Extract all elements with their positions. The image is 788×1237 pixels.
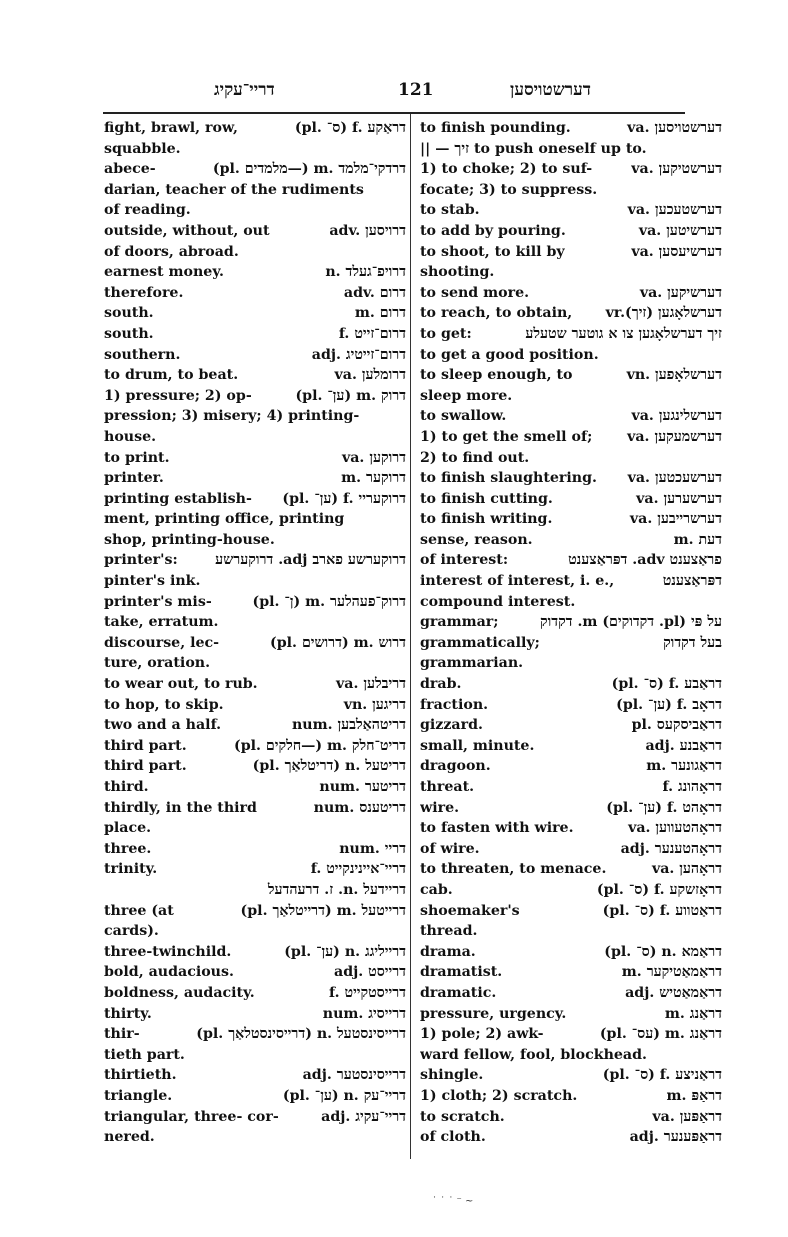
dictionary-line <box>104 942 406 963</box>
dictionary-line <box>420 242 722 263</box>
english-gloss: to hop, to skip. <box>104 696 224 713</box>
running-head-right: דערשטויסען <box>510 80 591 100</box>
english-gloss: fraction. <box>420 696 489 713</box>
dictionary-line <box>104 983 406 1004</box>
dictionary-line <box>104 633 406 654</box>
english-gloss: thirtieth. <box>104 1067 177 1084</box>
yiddish-headword: f. דרייסטקייט <box>329 984 406 1001</box>
dictionary-line <box>420 859 722 880</box>
yiddish-headword: f. דרום־זייט <box>338 325 406 342</box>
dictionary-line <box>104 139 406 160</box>
column-divider <box>410 114 411 1159</box>
yiddish-headword: va. דראָהען <box>651 861 722 878</box>
yiddish-headword: adj. דראָהטענער <box>620 840 722 857</box>
yiddish-headword: va. דערשיקען <box>639 284 722 301</box>
dictionary-line <box>104 839 406 860</box>
english-gloss: south. <box>104 305 154 322</box>
yiddish-headword: פראַצענט adv. דפּראַצענט <box>568 552 722 569</box>
english-gloss: to get a good position. <box>420 346 599 363</box>
dictionary-line <box>420 345 722 366</box>
yiddish-headword: (pl. דריטלאַך) n. דריטעל <box>252 758 406 775</box>
yiddish-headword: (pl. דרייטלאַך) m. דרייטעל <box>240 902 406 919</box>
dictionary-line <box>104 221 406 242</box>
yiddish-headword: בעל דקדוק <box>663 634 722 651</box>
dictionary-line <box>104 180 406 201</box>
yiddish-headword: (pl. ען־) f. דרוקעריי <box>282 490 406 507</box>
english-gloss: south. <box>104 325 154 342</box>
dictionary-line <box>420 550 722 571</box>
english-gloss: squabble. <box>104 140 181 157</box>
english-gloss: 1) to get the smell of; <box>420 428 593 445</box>
english-gloss: trinity. <box>104 861 158 878</box>
dictionary-line <box>420 777 722 798</box>
english-gloss: focate; 3) to suppress. <box>420 181 598 198</box>
dictionary-line <box>420 1004 722 1025</box>
yiddish-headword: (pl. דרושים) m. דרוש <box>270 634 406 651</box>
english-gloss: triangular, three- cor- <box>104 1108 279 1125</box>
yiddish-headword: m. דראַנג <box>664 1005 722 1022</box>
yiddish-headword: pl. דראַביסקעס <box>631 717 722 734</box>
dictionary-line <box>104 386 406 407</box>
dictionary-line <box>420 406 722 427</box>
dictionary-line <box>104 901 406 922</box>
yiddish-headword: דפּראַצענט <box>662 573 722 590</box>
english-gloss: drab. <box>420 676 462 693</box>
english-gloss: pression; 3) misery; 4) printing- <box>104 408 360 425</box>
english-gloss: fight, brawl, row, <box>104 120 238 136</box>
english-gloss: to finish slaughtering. <box>420 470 597 487</box>
yiddish-headword: m. דראַמאַטיקער <box>621 964 722 981</box>
dictionary-line <box>104 1086 406 1107</box>
dictionary-line <box>420 139 722 160</box>
yiddish-headword: va. דערשיטען <box>638 222 722 239</box>
left-column <box>104 118 406 1148</box>
english-gloss: thir- <box>104 1026 140 1043</box>
yiddish-headword: va. דערשטויסען <box>627 120 722 136</box>
page-number: 121 <box>398 80 434 100</box>
english-gloss: nered. <box>104 1129 155 1146</box>
dictionary-line <box>420 489 722 510</box>
dictionary-line <box>420 262 722 283</box>
english-gloss: gizzard. <box>420 717 483 734</box>
dictionary-line <box>104 715 406 736</box>
dictionary-line <box>420 303 722 324</box>
dictionary-line <box>420 200 722 221</box>
dictionary-line <box>104 303 406 324</box>
english-gloss: grammatically; <box>420 634 540 651</box>
english-gloss: dramatist. <box>420 964 503 981</box>
dictionary-line <box>104 406 406 427</box>
english-gloss: printer's mis- <box>104 593 212 610</box>
dictionary-line <box>104 818 406 839</box>
yiddish-headword: vr.(זיך) דערשלאָגען <box>605 305 722 322</box>
english-gloss: shooting. <box>420 264 495 281</box>
running-head-left: דריי־עקיג <box>214 80 275 100</box>
dictionary-line <box>420 674 722 695</box>
dictionary-line <box>420 839 722 860</box>
dictionary-line <box>104 489 406 510</box>
english-gloss: sense, reason. <box>420 531 533 548</box>
english-gloss: to wear out, to rub. <box>104 676 258 693</box>
english-gloss: ture, oration. <box>104 655 211 672</box>
dictionary-line <box>104 509 406 530</box>
dictionary-line <box>420 1127 722 1148</box>
english-gloss: southern. <box>104 346 181 363</box>
english-gloss: third. <box>104 779 149 795</box>
dictionary-line <box>420 468 722 489</box>
yiddish-headword: adj. דראַפּענער <box>629 1129 722 1146</box>
yiddish-headword: adj. דראַבנע <box>645 737 722 754</box>
english-gloss: thread. <box>420 923 478 940</box>
english-gloss: of interest: <box>420 552 509 569</box>
dictionary-line <box>104 880 406 901</box>
yiddish-headword: va. דערשלינגען <box>631 408 722 425</box>
yiddish-headword: (pl. ען־) f. דראָב <box>616 696 722 713</box>
english-gloss: house. <box>104 428 157 445</box>
english-gloss: pressure, urgency. <box>420 1005 567 1022</box>
english-gloss: grammarian. <box>420 655 524 672</box>
english-gloss: shingle. <box>420 1067 484 1084</box>
english-gloss: dramatic. <box>420 984 497 1001</box>
english-gloss: to print. <box>104 449 170 466</box>
english-gloss: three-twinchild. <box>104 943 232 960</box>
yiddish-headword: (pl. חלקים—) m. דריט־חלק <box>234 737 406 754</box>
yiddish-headword: num. דריטענס <box>313 799 406 816</box>
dictionary-line <box>104 200 406 221</box>
yiddish-headword: vn. דריגען <box>343 696 406 713</box>
dictionary-line <box>104 962 406 983</box>
dictionary-line <box>420 571 722 592</box>
dictionary-line <box>420 1086 722 1107</box>
dictionary-line <box>420 1065 722 1086</box>
english-gloss: to scratch. <box>420 1108 505 1125</box>
right-column <box>420 118 722 1148</box>
yiddish-headword: (pl. ס־) n. דראַמא <box>604 943 722 960</box>
english-gloss: cards). <box>104 923 159 940</box>
english-gloss: abece- <box>104 161 156 178</box>
dictionary-line <box>104 756 406 777</box>
dictionary-line <box>104 1004 406 1025</box>
english-gloss: wire. <box>420 799 460 816</box>
dictionary-line <box>420 509 722 530</box>
yiddish-headword: (pl. ן־) m. דרוק־פעהלער <box>252 593 406 610</box>
dictionary-line <box>104 921 406 942</box>
dictionary-line <box>420 592 722 613</box>
yiddish-headword: va. דערשרייבען <box>629 511 722 528</box>
dictionary-line <box>104 1127 406 1148</box>
yiddish-headword: (pl. ען־) m. דרוק <box>295 387 406 404</box>
yiddish-headword: va. דערשיעסען <box>631 243 722 260</box>
english-gloss: 1) pressure; 2) op- <box>104 387 252 404</box>
header-rule <box>103 112 685 114</box>
english-gloss: sleep more. <box>420 387 513 404</box>
yiddish-headword: (pl. ס־) f. דראַניצע <box>602 1067 722 1084</box>
dictionary-line <box>420 962 722 983</box>
yiddish-headword: va. דערשמעקען <box>627 428 722 445</box>
dictionary-line <box>420 1024 722 1045</box>
yiddish-headword: n. דרויפ־געלד <box>325 264 406 281</box>
english-gloss: to finish pounding. <box>420 120 571 136</box>
dictionary-line <box>420 880 722 901</box>
footer-ornament: ˙ ˙ ˙ ⁻ ~ <box>432 1196 474 1207</box>
yiddish-headword: (pl. ס־) f. דראַקע <box>294 120 406 136</box>
english-gloss: bold, audacious. <box>104 964 234 981</box>
dictionary-line <box>420 118 722 139</box>
dictionary-line <box>104 592 406 613</box>
dictionary-line <box>420 427 722 448</box>
yiddish-headword: va. דרוקען <box>342 449 406 466</box>
dictionary-line <box>420 365 722 386</box>
english-gloss: triangle. <box>104 1087 173 1104</box>
dictionary-line <box>104 1107 406 1128</box>
english-gloss: thirty. <box>104 1005 152 1022</box>
yiddish-headword: m. דרום <box>354 305 406 322</box>
english-gloss: to stab. <box>420 202 480 219</box>
yiddish-headword: adv. דרום <box>343 284 406 301</box>
dictionary-line <box>420 221 722 242</box>
yiddish-headword: va. דערשטעכען <box>627 202 722 219</box>
english-gloss: to finish cutting. <box>420 490 553 507</box>
dictionary-line <box>420 1107 722 1128</box>
english-gloss: 1) pole; 2) awk- <box>420 1026 544 1043</box>
dictionary-line <box>104 118 406 139</box>
dictionary-line <box>104 550 406 571</box>
english-gloss: to drum, to beat. <box>104 367 239 384</box>
english-gloss: tieth part. <box>104 1046 185 1063</box>
english-gloss: printer's: <box>104 552 178 569</box>
yiddish-headword: (pl. ען־) f. דראָהט <box>606 799 722 816</box>
english-gloss: interest of interest, i. e., <box>420 573 615 590</box>
dictionary-line <box>420 1045 722 1066</box>
yiddish-headword: (pl. ס־) f. דראַבע <box>611 676 722 693</box>
english-gloss: of wire. <box>420 840 480 857</box>
dictionary-line <box>420 653 722 674</box>
yiddish-headword: va. דראַפּען <box>652 1108 722 1125</box>
yiddish-headword: דריידעל .n. ז. דרעהדעל <box>267 881 406 898</box>
english-gloss: of doors, abroad. <box>104 243 239 260</box>
english-gloss: printing establish- <box>104 490 252 507</box>
english-gloss: || — זיך to push oneself up to. <box>420 140 647 157</box>
dictionary-line <box>420 736 722 757</box>
dictionary-line <box>104 695 406 716</box>
yiddish-headword: va. דערשטיקען <box>631 161 722 178</box>
english-gloss: 1) to choke; 2) to suf- <box>420 161 593 178</box>
english-gloss: third part. <box>104 758 187 775</box>
dictionary-line <box>420 983 722 1004</box>
yiddish-headword: num. דריטהאַלבען <box>291 717 406 734</box>
dictionary-line <box>420 633 722 654</box>
dictionary-line <box>420 612 722 633</box>
yiddish-headword: adj. דראַמאַטיש <box>625 984 722 1001</box>
dictionary-line <box>104 283 406 304</box>
english-gloss: to finish writing. <box>420 511 553 528</box>
yiddish-headword: adj. דרייסינסטער <box>302 1067 406 1084</box>
english-gloss: boldness, audacity. <box>104 984 255 1001</box>
yiddish-headword: דרוקערשע פארב adj. דרוקערשע <box>215 552 406 569</box>
dictionary-line <box>104 1045 406 1066</box>
english-gloss: of cloth. <box>420 1129 486 1146</box>
english-gloss: thirdly, in the third <box>104 799 257 816</box>
english-gloss: place. <box>104 820 152 837</box>
english-gloss: cab. <box>420 881 453 898</box>
yiddish-headword: (pl. ען־) n. דרייליגג <box>284 943 406 960</box>
dictionary-line <box>420 695 722 716</box>
english-gloss: to get: <box>420 325 472 342</box>
dictionary-line <box>104 262 406 283</box>
english-gloss: 2) to find out. <box>420 449 530 466</box>
yiddish-headword: זיך דערשלאָגען צו א גוטער שטעלע <box>525 325 722 342</box>
dictionary-line <box>104 159 406 180</box>
dictionary-line <box>104 777 406 798</box>
dictionary-line <box>104 365 406 386</box>
dictionary-line <box>420 448 722 469</box>
dictionary-line <box>420 756 722 777</box>
yiddish-headword: (pl. עס־) m. דראַנג <box>599 1026 722 1043</box>
english-gloss: to reach, to obtain, <box>420 305 573 322</box>
english-gloss: pinter's ink. <box>104 573 201 590</box>
yiddish-headword: adj. דריי־עקיג <box>321 1108 406 1125</box>
dictionary-line <box>420 530 722 551</box>
dictionary-line <box>104 242 406 263</box>
yiddish-headword: m. דראַגונער <box>646 758 722 775</box>
yiddish-headword: (pl. ס־) f. דראָזשקע <box>596 881 722 898</box>
english-gloss: threat. <box>420 779 475 795</box>
english-gloss: three (at <box>104 902 174 919</box>
dictionary-line <box>104 736 406 757</box>
dictionary-line <box>420 324 722 345</box>
english-gloss: small, minute. <box>420 737 535 754</box>
yiddish-headword: (pl. מלמדים—) m. דרדקי־מלמד <box>212 161 406 178</box>
dictionary-line <box>420 386 722 407</box>
dictionary-line <box>104 1065 406 1086</box>
dictionary-line <box>104 612 406 633</box>
dictionary-line <box>104 427 406 448</box>
english-gloss: compound interest. <box>420 593 576 610</box>
english-gloss: of reading. <box>104 202 191 219</box>
english-gloss: to fasten with wire. <box>420 820 574 837</box>
english-gloss: to sleep enough, to <box>420 367 573 384</box>
yiddish-headword: m. דרוקער <box>341 470 406 487</box>
dictionary-line <box>420 901 722 922</box>
english-gloss: three. <box>104 840 152 857</box>
yiddish-headword: adv. דרויסען <box>329 222 406 239</box>
dictionary-line <box>420 180 722 201</box>
yiddish-headword: adj. דרייסט <box>334 964 406 981</box>
english-gloss: to swallow. <box>420 408 507 425</box>
yiddish-headword: על פּי (pl. דקדוקים) m. דקדוק <box>540 614 722 631</box>
yiddish-headword: va. דרומלען <box>334 367 406 384</box>
dictionary-line <box>104 571 406 592</box>
yiddish-headword: va. דערשערען <box>636 490 722 507</box>
english-gloss: darian, teacher of the rudiments <box>104 181 364 198</box>
yiddish-headword: (pl. ס־) f. דראַטווע <box>602 902 722 919</box>
yiddish-headword: num. דרייסיג <box>322 1005 406 1022</box>
yiddish-headword: (pl. דרייסינסטלאַך) n. דרייסינסטעל <box>196 1026 406 1043</box>
yiddish-headword: num. דריטער <box>319 779 406 795</box>
english-gloss: take, erratum. <box>104 614 219 631</box>
english-gloss: outside, without, out <box>104 222 270 239</box>
dictionary-line <box>420 942 722 963</box>
yiddish-headword: va. דריבלען <box>336 676 406 693</box>
yiddish-headword: va. דראָהטעווען <box>628 820 722 837</box>
english-gloss: grammar; <box>420 614 499 631</box>
english-gloss: ward fellow, fool, blockhead. <box>420 1046 647 1063</box>
english-gloss: printer. <box>104 470 164 487</box>
yiddish-headword: m. דעת <box>673 531 722 548</box>
english-gloss: discourse, lec- <box>104 634 220 651</box>
english-gloss: to send more. <box>420 284 530 301</box>
english-gloss: ment, printing office, printing <box>104 511 345 528</box>
yiddish-headword: (pl. ען־) n. דריי־עק <box>282 1087 406 1104</box>
english-gloss: therefore. <box>104 284 184 301</box>
dictionary-line <box>104 530 406 551</box>
english-gloss: earnest money. <box>104 264 224 281</box>
english-gloss: to threaten, to menace. <box>420 861 607 878</box>
dictionary-line <box>420 159 722 180</box>
yiddish-headword: f. דראָהונג <box>662 779 722 795</box>
dictionary-line <box>104 674 406 695</box>
english-gloss: dragoon. <box>420 758 491 775</box>
dictionary-line <box>104 345 406 366</box>
english-gloss: two and a half. <box>104 717 222 734</box>
dictionary-line <box>104 859 406 880</box>
english-gloss: shop, printing-house. <box>104 531 275 548</box>
dictionary-line <box>420 921 722 942</box>
english-gloss: to add by pouring. <box>420 222 566 239</box>
dictionary-line <box>104 324 406 345</box>
yiddish-headword: vn. דערשלאָפען <box>626 367 722 384</box>
english-gloss: third part. <box>104 737 187 754</box>
dictionary-line <box>420 798 722 819</box>
dictionary-line <box>420 283 722 304</box>
english-gloss: to shoot, to kill by <box>420 243 565 260</box>
dictionary-line <box>104 468 406 489</box>
english-gloss: drama. <box>420 943 476 960</box>
english-gloss: shoemaker's <box>420 902 520 919</box>
dictionary-line <box>104 1024 406 1045</box>
yiddish-headword: num. דריי <box>339 840 406 857</box>
yiddish-headword: va. דערשעכטען <box>627 470 722 487</box>
dictionary-line <box>104 798 406 819</box>
yiddish-headword: m. דראַפּ <box>666 1087 722 1104</box>
dictionary-line <box>420 818 722 839</box>
yiddish-headword: f. דריי־איינינקייט <box>310 861 406 878</box>
dictionary-line <box>104 653 406 674</box>
english-gloss: 1) cloth; 2) scratch. <box>420 1087 578 1104</box>
dictionary-line <box>420 715 722 736</box>
yiddish-headword: adj. דרום־זייטיג <box>311 346 406 363</box>
dictionary-line <box>104 448 406 469</box>
